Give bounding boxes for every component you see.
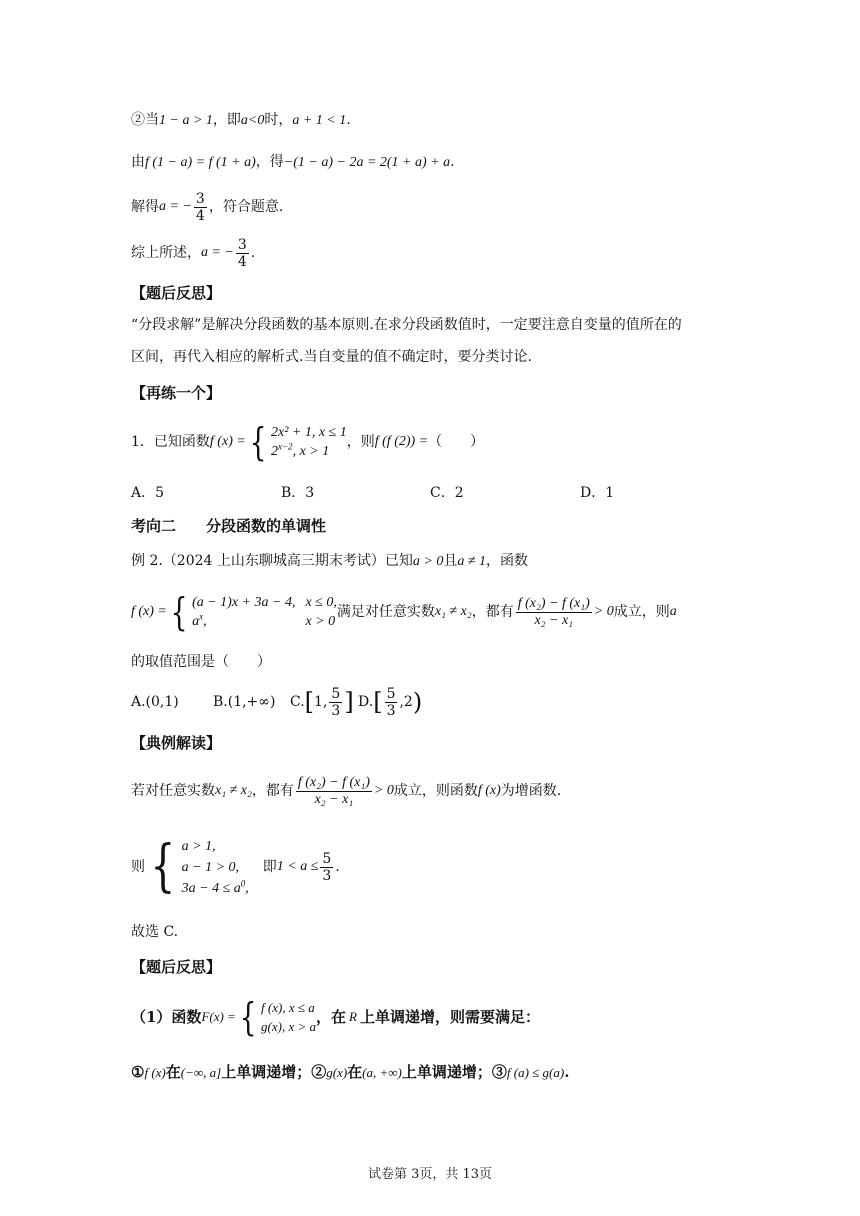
text: 1．已知函数 xyxy=(131,434,210,450)
text: 则 xyxy=(131,859,145,875)
text: . xyxy=(450,154,455,170)
fraction xyxy=(236,237,249,270)
answer-choice: 故选 C. xyxy=(131,924,179,940)
text: ，符合题意. xyxy=(208,199,284,215)
option-d: D．1 xyxy=(580,485,615,501)
text: ① xyxy=(131,1063,145,1081)
piecewise xyxy=(236,995,317,1039)
math: > 0 xyxy=(593,604,614,619)
math: f (f (2)) = xyxy=(374,434,429,449)
text: 例 2.（2024 上山东聊城高三期末考试）已知 xyxy=(131,553,413,569)
numerator: f (x₂) − f (x₁) xyxy=(297,774,370,790)
section-title: 考向二 分段函数的单调性 xyxy=(131,517,327,535)
denominator: 3 xyxy=(322,867,332,884)
brace: { xyxy=(239,995,257,1039)
example2-line1 xyxy=(131,551,528,572)
math: f (x) xyxy=(144,1065,166,1080)
math: 1 < a ≤ xyxy=(276,859,319,874)
condition-2: a − 1 > 0, xyxy=(181,859,240,875)
math: 1, xyxy=(314,694,328,710)
interpretation-system xyxy=(131,834,340,900)
text: 满足对任意实数 xyxy=(336,604,435,620)
text: . xyxy=(250,245,256,261)
fraction xyxy=(516,596,592,629)
interpretation-heading: 【典例解读】 xyxy=(131,734,222,752)
text: ，得 xyxy=(255,154,284,170)
case-2-cond: x > 0 xyxy=(305,614,336,629)
text: 由 xyxy=(131,154,145,170)
interpretation-line1 xyxy=(131,769,561,813)
math: g(x) xyxy=(326,1065,348,1080)
text: ，函数 xyxy=(486,553,529,569)
math: f (x) = xyxy=(131,604,167,619)
text: 在 xyxy=(165,1063,181,1081)
case-2: $2^{x-2}$, x > 1 xyxy=(270,441,330,459)
text: . xyxy=(335,859,340,875)
text: . xyxy=(564,1063,570,1081)
condition-3: $3a - 4 \le a^0$, xyxy=(181,877,249,896)
math: (−∞, a] xyxy=(180,1065,222,1080)
text: 时， xyxy=(264,112,293,128)
denominator: x₂ − x₁ xyxy=(314,791,354,807)
numerator: 3 xyxy=(237,236,247,253)
reflection-heading: 【题后反思】 xyxy=(131,284,222,302)
reflection2-heading: 【题后反思】 xyxy=(131,958,222,976)
option-c: C．2 xyxy=(430,485,464,501)
math: f (x) xyxy=(477,783,501,798)
reflection-text-line1: “分段求解”是解决分段函数的基本原则.在求分段函数值时，一定要注意自变量的值所在的 xyxy=(131,317,682,333)
ex2-option-c: C. [ 1, $\frac{5}{3}$ ] xyxy=(290,685,354,719)
text: ②当 xyxy=(131,112,159,128)
reflection-text-line2: 区间，再代入相应的解析式.当自变量的值不确定时，要分类讨论. xyxy=(131,349,532,365)
math: a ≠ 1 xyxy=(457,554,487,569)
math: x₁ ≠ x₂ xyxy=(434,604,472,619)
text: ，即 xyxy=(212,112,241,128)
case2-line xyxy=(131,110,351,131)
math: ,2 xyxy=(399,694,413,710)
reflection2-line2 xyxy=(131,1062,569,1083)
answer-blank: （ ） xyxy=(428,434,485,450)
ex2-option-a: A.(0,1) xyxy=(131,694,179,710)
fraction xyxy=(194,191,207,224)
math: R xyxy=(349,1009,357,1024)
case-1: f (x), x ≤ a xyxy=(261,1000,315,1015)
text: ，则 xyxy=(346,434,375,450)
summary-line xyxy=(131,233,255,273)
case-1-cond: x ≤ 0, xyxy=(305,595,337,610)
math: a = − xyxy=(201,245,234,260)
practice-question xyxy=(131,418,484,466)
example2-line2 xyxy=(131,587,677,637)
math: a xyxy=(669,604,677,619)
text: 上单调递增，则需要满足： xyxy=(359,1008,540,1026)
text: . xyxy=(346,112,351,128)
math: 1 − a > 1 xyxy=(159,113,213,128)
text: 成立，则 xyxy=(613,604,670,620)
reflection2-line1 xyxy=(131,994,540,1040)
text: 在 xyxy=(347,1063,363,1081)
ex2-option-d: D. [ $\frac{5}{3}$ ,2 ) xyxy=(358,685,423,719)
option-a: A．5 xyxy=(131,485,165,501)
denominator: 3 xyxy=(331,702,341,719)
denominator: 3 xyxy=(386,702,396,719)
fraction xyxy=(320,851,333,884)
text: 若对任意实数 xyxy=(131,783,215,799)
brace: { xyxy=(150,834,176,899)
example2-line3: 的取值范围是（ ） xyxy=(131,654,271,670)
text: 上单调递增；② xyxy=(221,1063,327,1081)
math: f (a) ≤ g(a) xyxy=(506,1065,565,1080)
math: x₁ ≠ x₂ xyxy=(215,783,252,798)
option-label: C. xyxy=(290,694,305,710)
fraction xyxy=(296,775,372,808)
fraction xyxy=(329,686,342,719)
brace: { xyxy=(170,590,188,634)
text: 上单调递增；③ xyxy=(401,1063,507,1081)
math: a<0 xyxy=(240,113,265,128)
numerator: 3 xyxy=(195,190,205,207)
piecewise xyxy=(246,420,347,464)
math: a + 1 < 1 xyxy=(292,113,347,128)
fraction xyxy=(385,686,398,719)
text: ，都有 xyxy=(471,604,514,620)
option-b: B．3 xyxy=(281,485,315,501)
math: > 0 xyxy=(373,783,394,798)
page-footer: 试卷第 3页，共 13页 xyxy=(367,1167,493,1182)
text: 且 xyxy=(443,553,458,569)
text: 综上所述， xyxy=(131,245,201,261)
option-label: D. xyxy=(358,694,374,710)
math: −(1 − a) − 2a = 2(1 + a) + a xyxy=(283,155,451,170)
ex2-option-b: B.(1,+∞) xyxy=(213,694,276,710)
case-2: g(x), x > a xyxy=(261,1019,317,1034)
math: a = − xyxy=(159,199,192,214)
numerator: 5 xyxy=(331,685,341,702)
math: F(x) = xyxy=(201,1009,236,1024)
text: 为增函数. xyxy=(500,783,562,799)
solve-line xyxy=(131,187,283,227)
math: a > 0 xyxy=(412,554,444,569)
text: 成立，则函数 xyxy=(393,783,478,799)
numerator: f (x₂) − f (x₁) xyxy=(517,595,590,611)
denominator: 4 xyxy=(195,207,205,224)
text: 即 xyxy=(262,859,277,875)
numerator: 5 xyxy=(322,850,332,867)
practice-heading: 【再练一个】 xyxy=(131,384,222,402)
system xyxy=(145,836,249,899)
numerator: 5 xyxy=(386,685,396,702)
condition-1: a > 1, xyxy=(181,838,216,854)
math: f (x) = xyxy=(209,434,246,449)
denominator: x₂ − x₁ xyxy=(534,612,574,628)
text: ，在 xyxy=(316,1008,347,1026)
text: （1）函数 xyxy=(131,1008,202,1026)
case-1: 2x² + 1, x ≤ 1 xyxy=(270,425,347,440)
math: (a, +∞) xyxy=(362,1065,402,1080)
text: ，都有 xyxy=(251,783,294,799)
piecewise xyxy=(167,590,337,634)
brace: { xyxy=(249,420,267,464)
case-1-expr: (a − 1)x + 3a − 4, xyxy=(192,595,296,610)
equation-line xyxy=(131,152,455,173)
case-2-expr: $a^x$, xyxy=(192,611,207,629)
text: 解得 xyxy=(131,199,159,215)
denominator: 4 xyxy=(237,253,247,270)
math: f (1 − a) = f (1 + a) xyxy=(145,155,256,170)
